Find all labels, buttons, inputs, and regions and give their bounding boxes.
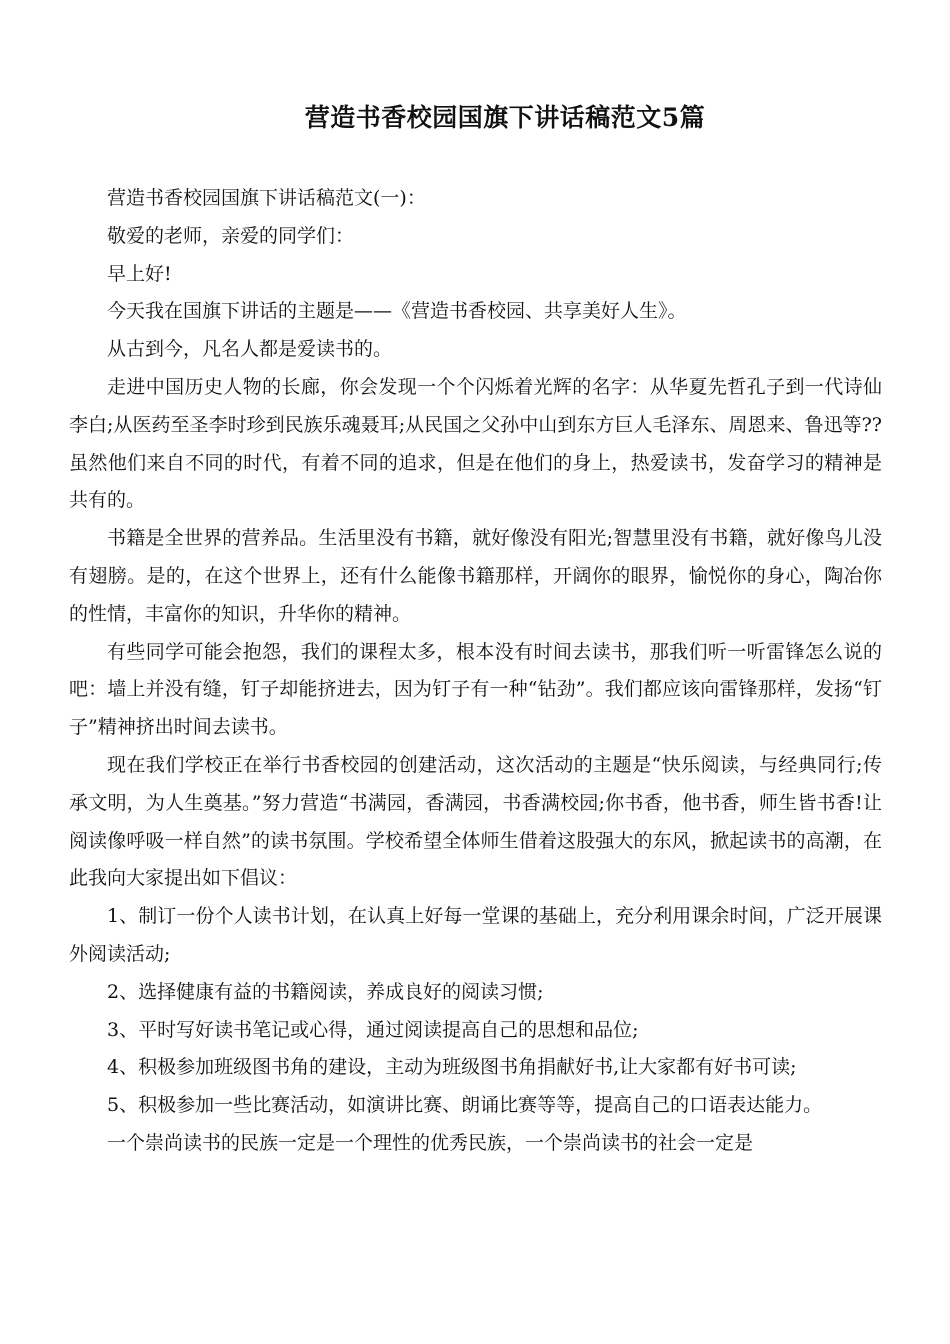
document-title: 营造书香校园国旗下讲话稿范文5篇 xyxy=(304,103,706,132)
paragraph-closing: 一个崇尚读书的民族一定是一个理性的优秀民族，一个崇尚读书的社会一定是 xyxy=(107,1131,754,1154)
paragraph-campaign: 现在我们学校正在举行书香校园的创建活动，这次活动的主题是“快乐阅读，与经典同行;传承文明，为人生奠基。”努力营造“书满园，香满园，书香满校园;你书香，他书香，师生皆书香!让阅读像呼吸一样自然”的读书氛围。学校希望全体师生借着这股强大的东风，掀起读书的高潮，在此我向大家提出如下倡议： xyxy=(69,753,882,890)
document-body xyxy=(69,180,882,1163)
paragraph-greeting: 敬爱的老师，亲爱的同学们： xyxy=(107,224,355,247)
paragraph-topic: 今天我在国旗下讲话的主题是——《营造书香校园、共享美好人生》。 xyxy=(107,300,687,323)
paragraph-proposal-3: 3、平时写好读书笔记或心得，通过阅读提高自己的思想和品位; xyxy=(107,1018,639,1041)
paragraph-proposal-1: 1、制订一份个人读书计划，在认真上好每一堂课的基础上，充分利用课余时间，广泛开展课外阅读活动; xyxy=(69,905,882,965)
paragraph-proposal-4: 4、积极参加班级图书角的建设，主动为班级图书角捐献好书,让大家都有好书可读; xyxy=(107,1056,797,1079)
paragraph-intro: 从古到今，凡名人都是爱读书的。 xyxy=(107,338,393,361)
paragraph-books: 书籍是全世界的营养品。生活里没有书籍，就好像没有阳光;智慧里没有书籍，就好像鸟儿没有翅膀。是的，在这个世界上，还有什么能像书籍那样，开阔你的眼界，愉悦你的身心，陶冶你的性情，丰富你的知识，升华你的精神。 xyxy=(69,527,882,625)
paragraph-history: 走进中国历史人物的长廊，你会发现一个个闪烁着光辉的名字：从华夏先哲孔子到一代诗仙李白;从医药至圣李时珍到民族乐魂聂耳;从民国之父孙中山到东方巨人毛泽东、周恩来、鲁迅等??虽然他们来自不同的时代，有着不同的追求，但是在他们的身上，热爱读书，发奋学习的精神是共有的。 xyxy=(69,375,882,512)
paragraph-proposal-2: 2、选择健康有益的书籍阅读，养成良好的阅读习惯; xyxy=(107,980,544,1003)
paragraph-morning: 早上好! xyxy=(107,262,172,285)
paragraph-proposal-5: 5、积极参加一些比赛活动，如演讲比赛、朗诵比赛等等，提高自己的口语表达能力。 xyxy=(107,1094,823,1117)
paragraph-leifeng: 有些同学可能会抱怨，我们的课程太多，根本没有时间去读书，那我们听一听雷锋怎么说的吧：墙上并没有缝，钉子却能挤进去，因为钉子有一种“钻劲”。我们都应该向雷锋那样，发扬“钉子”精神挤出时间去读书。 xyxy=(69,640,882,739)
paragraph-heading: 营造书香校园国旗下讲话稿范文(一)： xyxy=(107,187,426,209)
